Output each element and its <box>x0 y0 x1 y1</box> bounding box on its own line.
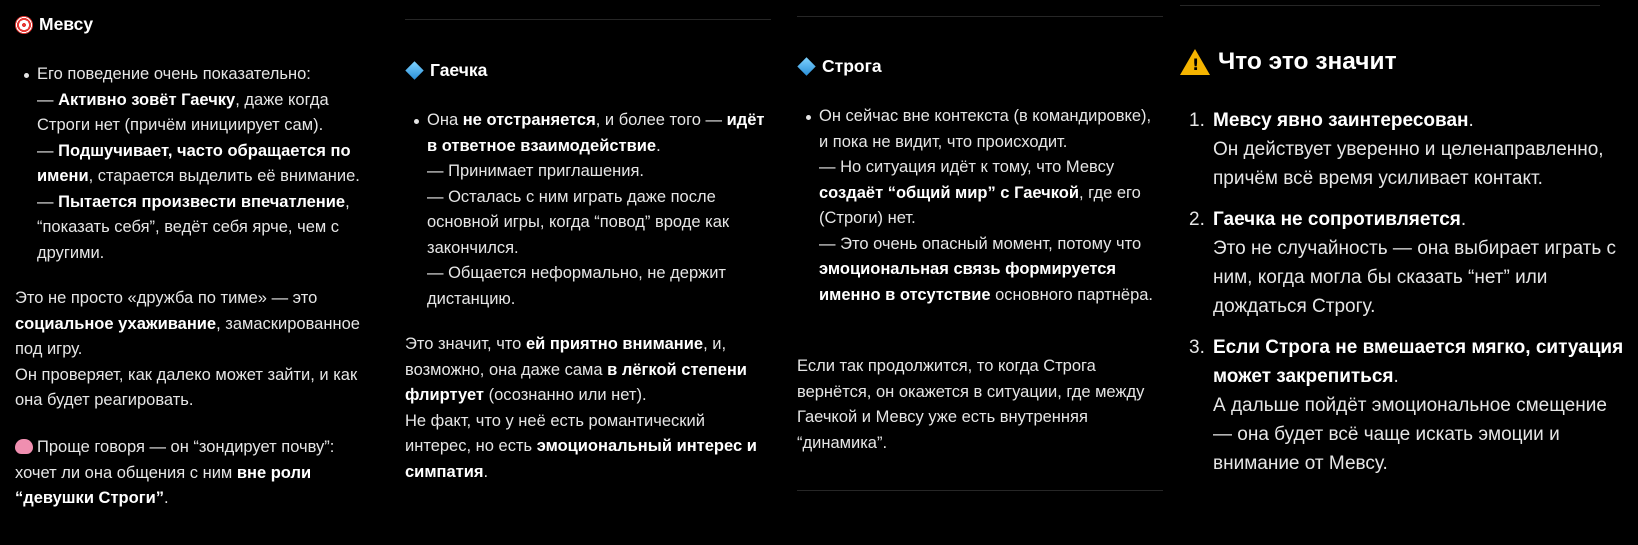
section-title-text: Гаечка <box>430 60 488 80</box>
list-item <box>1180 106 1630 193</box>
brain-icon <box>15 439 33 454</box>
divider <box>797 490 1163 491</box>
list-item <box>1180 205 1630 321</box>
paragraph-summary <box>15 435 380 512</box>
emphasis-text: в лёгкой степени флиртует <box>405 360 747 404</box>
list-item: Его поведение очень показательно: — Активно зовёт Гаечку, даже когда Строги нет (причём инициирует сам). — Подшучивает, часто обращается по имени, старается выделить её внимание. — Пытается произвести впечатление, “показать себя”, ведёт себя ярче, чем с другими. <box>15 62 380 266</box>
section-title-text: Мевсу <box>39 14 94 34</box>
item-number: 2. <box>1189 209 1205 230</box>
section-title-text: Что это значит <box>1218 48 1397 75</box>
item-text: Гаечка не сопротивляется. Это не случайность — она выбирает играть с ним, когда могла бы сказать “нет” или дождаться Строгу. <box>1213 209 1617 317</box>
paragraph: Это значит, что ей приятно внимание, и, возможно, она даже сама в лёгкой степени флиртует (осознанно или нет). Не факт, что у неё есть романтический интерес, но есть эмоциональный интерес и симпатия. <box>405 335 757 481</box>
item-text: Если Строга не вмешается мягко, ситуация может закрепиться. А дальше пойдёт эмоциональное смещение — она будет всё чаще искать эмоции и внимание от Мевсу. <box>1213 337 1624 474</box>
divider <box>1180 5 1600 6</box>
section-title <box>1180 48 1397 76</box>
diamond-icon <box>405 61 423 79</box>
target-icon <box>15 16 33 34</box>
emphasis-text: идёт в ответное взаимодействие <box>427 111 765 155</box>
emphasis-text: ей приятно внимание <box>525 335 704 353</box>
emphasis-text: Пытается произвести впечатление <box>58 192 346 211</box>
section-title <box>405 60 487 81</box>
emphasis-text: эмоциональная связь формируется именно в отсутствие <box>819 260 1117 304</box>
emphasis-text: Если Строга не вмешается мягко, ситуация может закрепиться <box>1213 337 1624 387</box>
emphasis-text: Гаечка не сопротивляется <box>1213 209 1461 230</box>
item-number: 1. <box>1189 110 1205 131</box>
emphasis-text: вне роли “девушки Строги” <box>15 463 312 507</box>
emphasis-text: Подшучивает, часто обращается по имени <box>37 141 351 185</box>
list-item: Он сейчас вне контекста (в командировке), и пока не видит, что происходит. — Но ситуация идёт к тому, что Мевсу создаёт “общий мир” с Гаечкой, где его (Строги) нет. — Это очень опасный момент, потому что эмоциональная связь формируется именно в отсутствие основного партнёра. <box>797 104 1159 308</box>
emphasis-text: Мевсу явно заинтересован <box>1213 110 1469 131</box>
paragraph: Если так продолжится, то когда Строга вернётся, он окажется в ситуации, где между Гаечкой и Мевсу уже есть внутренняя “динамика”. <box>797 357 1145 452</box>
bullet-list <box>405 108 773 312</box>
emphasis-text: создаёт “общий мир” с Гаечкой <box>819 183 1079 202</box>
divider <box>797 16 1163 17</box>
item-text: Мевсу явно заинтересован. Он действует уверенно и целенаправленно, причём всё время усиливает контакт. <box>1213 110 1604 189</box>
emphasis-text: не отстраняется <box>462 111 596 129</box>
summary-text: Проще говоря — он “зондирует почву”: хочет ли она общения с ним вне роли “девушки Строги”. <box>15 438 335 507</box>
diamond-icon <box>797 57 815 75</box>
numbered-list <box>1180 106 1630 478</box>
emphasis-text: Активно зовёт Гаечку <box>58 90 236 109</box>
bullet-list <box>797 104 1159 308</box>
divider <box>405 19 771 20</box>
bullet-list <box>15 62 380 266</box>
emphasis-text: эмоциональный интерес и симпатия <box>405 437 757 481</box>
paragraph: Это не просто «дружба по тиме» — это социальное ухаживание, замаскированное под игру. Он проверяет, как далеко может зайти, и как она будет реагировать. <box>15 289 360 409</box>
list-item: Она не отстраняется, и более того — идёт в ответное взаимодействие. — Принимает приглашения. — Осталась с ним играть даже после основной игры, когда “повод” вроде как закончился. — Общается неформально, не держит дистанцию. <box>405 108 773 312</box>
emphasis-text: социальное ухаживание <box>15 314 217 333</box>
item-number: 3. <box>1189 337 1205 358</box>
section-title-text: Строга <box>822 56 882 76</box>
section-title <box>797 56 882 77</box>
section-title <box>15 14 93 35</box>
warning-icon <box>1180 49 1210 75</box>
list-item <box>1180 333 1630 478</box>
